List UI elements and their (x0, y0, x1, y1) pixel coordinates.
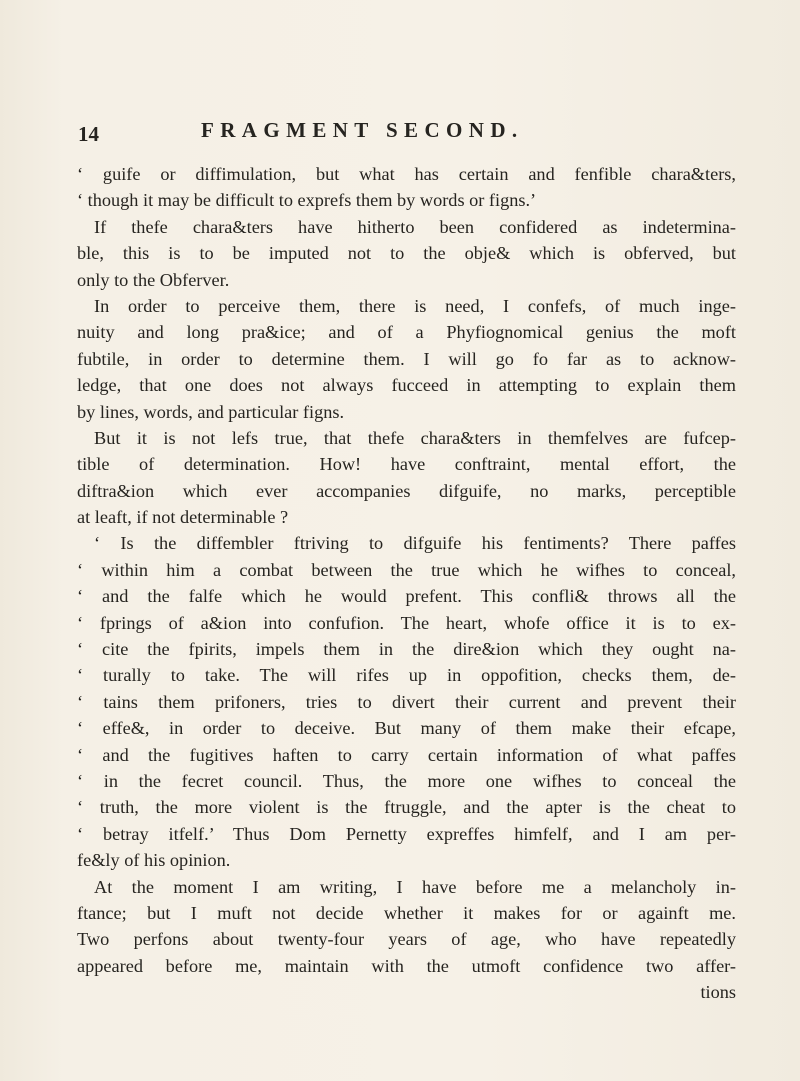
text-line: But it is not lefs true, that thefe chara&ters in themfelves are fufcep- (94, 427, 736, 448)
text-line: ‘ betray itfelf.’ Thus Dom Pernetty expreffes himfelf, and I am per- (77, 823, 736, 844)
text-line: ‘ guife or diffimulation, but what has certain and fenfible chara&ters, (77, 164, 736, 184)
text-line: ‘ fprings of a&ion into confufion. The heart, whofe office it is to ex- (77, 612, 736, 633)
text-line: ledge, that one does not always fucceed in attempting to explain them (77, 375, 736, 396)
text-line: fubtile, in order to determine them. I will go fo far as to acknow- (77, 348, 736, 369)
text-line: ‘ and the fugitives haften to carry certain information of what paffes (77, 744, 736, 765)
text-line: ‘ though it may be difficult to exprefs them by words or figns.’ (77, 190, 537, 211)
text-line: ble, this is to be imputed not to the obje& which is obferved, but (77, 243, 736, 264)
text-line: tible of determination. How! have conftraint, mental effort, the (77, 454, 736, 475)
text-line: ‘ and the falfe which he would prefent. This confli& throws all the (77, 586, 736, 607)
text-line: ftance; but I muft not decide whether it makes for or againft me. (77, 902, 736, 923)
text-line: ‘ Is the diffembler ftriving to difguife his fentiments? There paffes (94, 533, 736, 554)
text-line: Two perfons about twenty-four years of age, who have repeatedly (77, 929, 736, 950)
text-line: at leaft, if not determinable ? (77, 507, 289, 528)
page-number: 14 (78, 122, 99, 146)
text-line: ‘ within him a combat between the true which he wifhes to conceal, (77, 559, 736, 580)
text-line: diftra&ion which ever accompanies difguife, no marks, perceptible (77, 480, 736, 501)
text-line: nuity and long pra&ice; and of a Phyfiognomical genius the moft (77, 322, 736, 343)
text-line: ‘ in the fecret council. Thus, the more one wifhes to conceal the (77, 770, 736, 791)
text-line: ‘ turally to take. The will rifes up in oppofition, checks them, de- (77, 665, 736, 686)
text-line: by lines, words, and particular figns. (77, 401, 345, 422)
text-line: ‘ tains them prifoners, tries to divert their current and prevent their (77, 691, 736, 712)
page-header (78, 118, 778, 148)
text-line: At the moment I am writing, I have before me a melancholy in- (94, 876, 736, 897)
text-line: ‘ effe&, in order to deceive. But many of them make their efcape, (77, 718, 736, 739)
text-line: only to the Obferver. (77, 269, 230, 290)
body-text (77, 161, 736, 1006)
running-head: FRAGMENT SECOND. (201, 118, 524, 142)
text-line: appeared before me, maintain with the utmoft confidence two affer- (77, 955, 736, 976)
text-line: ‘ cite the fpirits, impels them in the dire&ion which they ought na- (77, 639, 736, 660)
text-line: ‘ truth, the more violent is the ftruggle, and the apter is the cheat to (77, 797, 736, 818)
text-line: If thefe chara&ters have hitherto been confidered as indetermina- (94, 216, 736, 237)
catchword: tions (700, 982, 736, 1003)
text-line: In order to perceive them, there is need, I confefs, of much inge- (94, 295, 736, 316)
text-line: fe&ly of his opinion. (77, 850, 231, 871)
